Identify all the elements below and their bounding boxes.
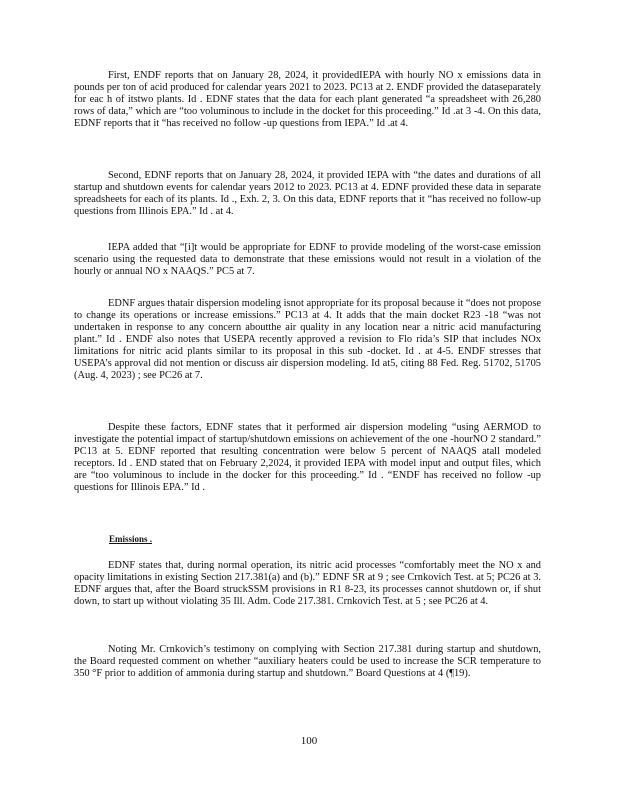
paragraph-ednf-argues (74, 298, 541, 382)
paragraph-text: IEPA added that “[i]t would be appropriate for EDNF to provide modeling of the worst-case emission scenario using the requested data to demonstrate that these emissions would not result in a violation of the hourly or annual NO x NAAQS.” PC5 at 7. (74, 242, 541, 277)
paragraph-text: First, ENDF reports that on January 28, 2024, it providedIEPA with hourly NO x emissions data in pounds per ton of acid produced for calendar years 2021 to 2023. PC13 at 2. ENDF provided the dataseparately for eac h of itstwo plants. Id . EDNF states that the data for each plant generated “a spreadsheet with 26,280 rows of data,” which are “too voluminous to include in the docket for this proceeding.” Id .at 3 -4. On this data, EDNF reports that it “has received no follow -up questions from IEPA.” Id .at 4. (74, 70, 541, 129)
paragraph-text: EDNF states that, during normal operation, its nitric acid processes “comfortably meet the NO x and opacity limitations in existing Section 217.381(a) and (b).” EDNF SR at 9 ; see Crnkovich Test. at 5; PC26 at 3. EDNF argues that, after the Board struckSSM provisions in R1 8-23, its processes cannot shutdown or, if shut down, to start up without violating 35 Ill. Adm. Code 217.381. Crnkovich Test. at 5 ; see PC26 at 4. (74, 560, 541, 607)
page-number: 100 (300, 735, 318, 747)
section-heading-emissions: Emissions . (109, 534, 153, 544)
paragraph-aermod-modeling (74, 422, 541, 494)
paragraph-iepa-modeling-request (74, 242, 541, 278)
paragraph-text: Second, EDNF reports that on January 28, 2024, it provided IEPA with “the dates and durations of all startup and shutdown events for calendar years 2012 to 2023. PC13 at 4. EDNF provided these data in separate spreadsheets for each of its plants. Id ., Exh. 2, 3. On this data, EDNF reports that it “has received no follow-up questions from Illinois EPA.” Id . at 4. (74, 170, 541, 217)
paragraph-hourly-nox-data (74, 70, 541, 130)
paragraph-text: Despite these factors, EDNF states that it performed air dispersion modeling “using AERMOD to investigate the potential impact of startup/shutdown emissions on achievement of the one -hourNO 2 standard.” PC13 at 5. EDNF reported that resulting concentration were below 5 percent of NAAQS atall modeled receptors. Id . END stated that on February 2,2024, it provided IEPA with model input and output files, which are “too voluminous to include in the docker for this proceeding.” Id . “ENDF has received no follow -up questions for Illinois EPA.” Id . (74, 422, 541, 493)
paragraph-auxiliary-heaters (74, 644, 541, 680)
paragraph-normal-operation (74, 560, 541, 608)
paragraph-startup-shutdown-data (74, 170, 541, 218)
paragraph-text: Noting Mr. Crnkovich’s testimony on complying with Section 217.381 during startup and shutdown, the Board requested comment on whether “auxiliary heaters could be used to increase the SCR temperature to 350 °F prior to addition of ammonia during startup and shutdown.” Board Questions at 4 (¶19). (74, 644, 541, 679)
paragraph-text: EDNF argues thatair dispersion modeling isnot appropriate for its proposal because it “does not propose to change its operations or increase emissions.” PC13 at 4. It adds that the main docket R23 -18 “was not undertaken in response to any concern aboutthe air quality in any location near a nitric acid manufacturing plant.” Id . ENDF also notes that USEPA recently approved a revision to Flo rida’s SIP that includes NOx limitations for nitric acid plants similar to its proposal in this sub -docket. Id . at 4-5. ENDF stresses that USEPA’s approval did not mention or discuss air dispersion modeling. Id at5, citing 88 Fed. Reg. 51702, 51705 (Aug. 4, 2023) ; see PC26 at 7. (74, 298, 541, 381)
